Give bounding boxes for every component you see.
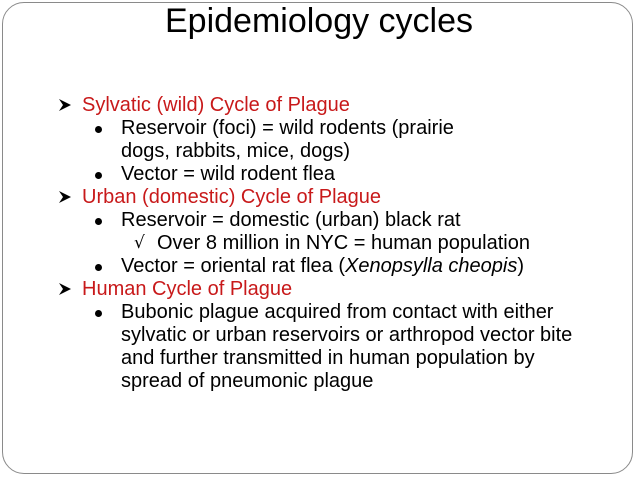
bullet-subitem: [50, 232, 610, 255]
bullet-text: Reservoir (foci) = wild rodents (prairie: [121, 117, 454, 139]
bullet-text: sylvatic or urban reservoirs or arthropod vector bite: [121, 324, 573, 346]
bullet-text: Bubonic plague acquired from contact with either: [121, 301, 554, 323]
arrowhead-bullet-icon: [58, 282, 72, 296]
bullet-text: spread of pneumonic plague: [121, 370, 374, 392]
arrowhead-bullet-icon: [58, 190, 72, 204]
slide-title: Epidemiology cycles: [164, 2, 474, 40]
bullet-heading: [50, 94, 610, 117]
bullet-item: [50, 163, 610, 186]
bullet-continuation: [50, 324, 610, 347]
bullet-text: Over 8 million in NYC = human population: [157, 232, 530, 254]
checkmark-bullet-icon: √: [134, 233, 145, 253]
bullet-item: [50, 209, 610, 232]
bullet-item: [50, 117, 610, 140]
arrowhead-bullet-icon: [58, 98, 72, 112]
bullet-text: dogs, rabbits, mice, dogs): [121, 140, 350, 162]
bullet-list: [50, 94, 610, 393]
round-bullet-icon: [95, 126, 102, 133]
round-bullet-icon: [95, 264, 102, 271]
round-bullet-icon: [95, 172, 102, 179]
bullet-text: Vector = wild rodent flea: [121, 163, 336, 185]
bullet-text: Human Cycle of Plague: [82, 278, 293, 300]
bullet-text: and further transmitted in human population by: [121, 347, 535, 369]
species-name: Xenopsylla cheopis: [345, 255, 518, 277]
bullet-heading: [50, 278, 610, 301]
bullet-item: [50, 301, 610, 324]
bullet-text: Reservoir = domestic (urban) black rat: [121, 209, 461, 231]
bullet-continuation: [50, 370, 610, 393]
bullet-continuation: [50, 140, 610, 163]
bullet-text: Urban (domestic) Cycle of Plague: [82, 186, 382, 208]
bullet-text: Sylvatic (wild) Cycle of Plague: [82, 94, 350, 116]
bullet-item: [50, 255, 610, 278]
bullet-heading: [50, 186, 610, 209]
round-bullet-icon: [95, 310, 102, 317]
bullet-text-before: Vector = oriental rat flea (: [121, 255, 346, 277]
bullet-continuation: [50, 347, 610, 370]
round-bullet-icon: [95, 218, 102, 225]
bullet-text-after: ): [517, 255, 525, 277]
